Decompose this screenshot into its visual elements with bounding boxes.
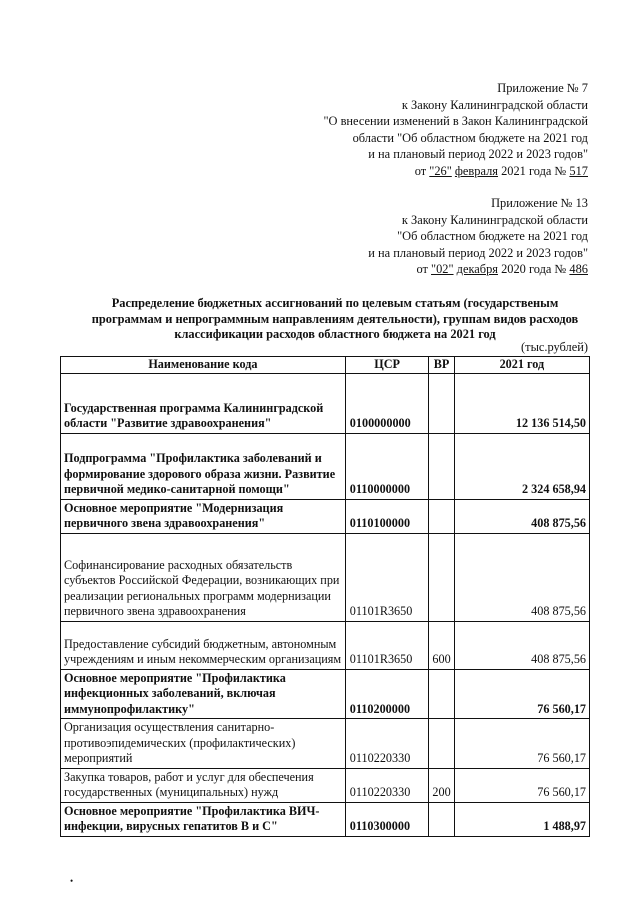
row-name: Государственная программа Калининградской области "Развитие здравоохранения" <box>61 373 346 433</box>
row-amount: 408 875,56 <box>454 499 589 533</box>
appendix-7-label: Приложение № 7 <box>497 81 588 95</box>
appendix-13-law: к Закону Калининградской области <box>401 212 588 227</box>
appendix-7-date: от "26" февраля 2021 года № 517 <box>414 163 588 178</box>
row-csr: 01101R3650 <box>345 621 429 669</box>
table-row <box>61 802 590 836</box>
appendix-13-month: декабря <box>456 262 498 276</box>
page-mark: • <box>70 876 74 886</box>
table-row <box>61 373 590 433</box>
table-header-row <box>61 357 590 374</box>
row-csr: 0110000000 <box>345 433 429 499</box>
row-amount: 408 875,56 <box>454 621 589 669</box>
header-vr: ВР <box>429 357 454 374</box>
row-vr: 200 <box>429 768 454 802</box>
row-csr: 0110200000 <box>345 669 429 719</box>
table-row <box>61 669 590 719</box>
table-row <box>61 533 590 621</box>
budget-table <box>60 356 590 837</box>
row-name: Организация осуществления санитарно-противоэпидемических (профилактических) мероприятий <box>61 719 346 769</box>
row-name: Основное мероприятие "Профилактика ВИЧ-инфекции, вирусных гепатитов В и С" <box>61 802 346 836</box>
unit-label: (тыс.рублей) <box>521 340 588 354</box>
row-vr <box>429 373 454 433</box>
appendix-13-number: 486 <box>569 262 588 276</box>
appendix-7-month: февраля <box>454 163 498 178</box>
appendix-7-header <box>323 80 588 179</box>
row-csr: 0110220330 <box>345 719 429 769</box>
row-amount: 1 488,97 <box>454 802 589 836</box>
row-vr <box>429 533 454 621</box>
table-row <box>61 621 590 669</box>
appendix-13-header <box>368 195 588 278</box>
row-csr: 0110300000 <box>345 802 429 836</box>
row-vr <box>429 802 454 836</box>
row-name: Основное мероприятие "Модернизация первичного звена здравоохранения" <box>61 499 346 533</box>
row-amount: 76 560,17 <box>454 669 589 719</box>
row-amount: 12 136 514,50 <box>454 373 589 433</box>
row-name: Подпрограмма "Профилактика заболеваний и формирование здорового образа жизни. Развитие первичной медико-санитарной помощи" <box>61 433 346 499</box>
row-csr: 0110220330 <box>345 768 429 802</box>
row-csr: 0100000000 <box>345 373 429 433</box>
row-vr <box>429 433 454 499</box>
appendix-13-law-title-2: и на плановый период 2022 и 2023 годов" <box>368 245 588 260</box>
row-name: Предоставление субсидий бюджетным, автономным учреждениям и иным некоммерческим организациям <box>61 621 346 669</box>
table-row <box>61 719 590 769</box>
row-vr: 600 <box>429 621 454 669</box>
row-vr <box>429 669 454 719</box>
appendix-13-label: Приложение № 13 <box>491 196 588 210</box>
header-csr: ЦСР <box>345 357 429 374</box>
row-amount: 408 875,56 <box>454 533 589 621</box>
appendix-7-law: к Закону Калининградской области <box>401 97 588 112</box>
row-amount: 76 560,17 <box>454 768 589 802</box>
appendix-7-law-title-1: "О внесении изменений в Закон Калининградской <box>323 114 588 128</box>
table-row <box>61 433 590 499</box>
row-vr <box>429 499 454 533</box>
appendix-7-law-title-2: области "Об областном бюджете на 2021 год <box>352 130 588 145</box>
row-name: Закупка товаров, работ и услуг для обеспечения государственных (муниципальных) нужд <box>61 768 346 802</box>
row-name: Софинансирование расходных обязательств субъектов Российской Федерации, возникающих при реализации региональных программ модернизации первичного звена здравоохранения <box>61 533 346 621</box>
appendix-13-date: от "02" декабря 2020 года № 486 <box>416 262 588 276</box>
table-row <box>61 768 590 802</box>
row-csr: 01101R3650 <box>345 533 429 621</box>
row-amount: 76 560,17 <box>454 719 589 769</box>
row-csr: 0110100000 <box>345 499 429 533</box>
appendix-13-day: "02" <box>431 262 454 276</box>
document-title: Распределение бюджетных ассигнований по целевым статьям (государственым программам и непрограммным направлениям деятельности), группам видов расходов классификации расходов областного бюджета на 2021 год <box>91 296 579 341</box>
appendix-7-day: "26" <box>429 163 452 178</box>
appendix-13-law-title-1: "Об областном бюджете на 2021 год <box>397 229 588 243</box>
appendix-7-number: 517 <box>569 163 588 178</box>
appendix-7-law-title-3: и на плановый период 2022 и 2023 годов" <box>368 147 588 161</box>
row-amount: 2 324 658,94 <box>454 433 589 499</box>
table-row <box>61 499 590 533</box>
row-name: Основное мероприятие "Профилактика инфекционных заболеваний, включая иммунопрофилактику" <box>61 669 346 719</box>
header-name: Наименование кода <box>61 357 346 374</box>
row-vr <box>429 719 454 769</box>
header-year: 2021 год <box>454 357 589 374</box>
